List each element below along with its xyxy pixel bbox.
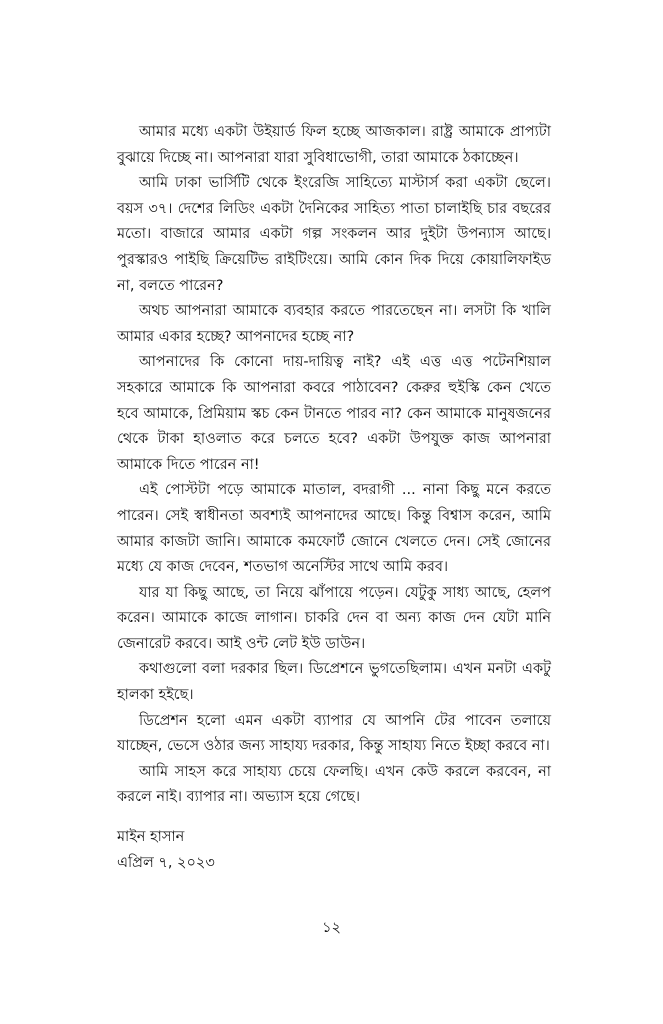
paragraph-3: অথচ আপনারা আমাকে ব্যবহার করতে পারতেছেন না। লসটা কি খালি আমার একার হচ্ছে? আপনাদের হচ্ছে না? [117,303,551,345]
paragraph-4: আপনাদের কি কোনো দায়-দায়িত্ব নাই? এই এত্ত এত্ত পটেনশিয়াল সহকারে আমাকে কি আপনারা কবরে পাঠাবেন? কেরুর হুইস্কি কেন খেতে হবে আমাকে, প্রিমিয়াম স্কচ কেন টানতে পারব না? কেন আমাকে মানুষজনের থেকে টাকা হাওলাত করে চলতে হবে? একটা উপযুক্ত কাজ আপনারা আমাকে দিতে পারেন না! [117,354,551,473]
paragraph-8: ডিপ্রেশন হলো এমন একটা ব্যাপার যে আপনি টের পাবেন তলায়ে যাচ্ছেন, ভেসে ওঠার জন্য সাহায্য দরকার, কিন্তু সাহায্য নিতে ইচ্ছা করবে না। [117,712,551,755]
paragraph-1: আমার মধ্যে একটা উইয়ার্ড ফিল হচ্ছে আজকাল। রাষ্ট্র আমাকে প্রাপ্যটা বুঝায়ে দিচ্ছে না। আপনারা যারা সুবিধাভোগী, তারা আমাকে ঠকাচ্ছেন। [117,124,551,166]
body-text [117,120,551,811]
page-number: ১২ [322,920,341,936]
signature-block [117,824,417,876]
paragraph-9: আমি সাহস করে সাহায্য চেয়ে ফেলছি। এখন কেউ করলে করবেন, না করলে নাই। ব্যাপার না। অভ্যাস হয়ে গেছে। [117,763,551,806]
paragraph-6: যার যা কিছু আছে, তা নিয়ে ঝাঁপায়ে পড়েন। যেটুকু সাধ্য আছে, হেলপ করেন। আমাকে কাজে লাগান। চাকরি দেন বা অন্য কাজ দেন যেটা মানি জেনারেট করবে। আই ওন্ট লেট ইউ ডাউন। [117,584,551,652]
author-name: মাইন হাসান [117,829,185,845]
paragraph-2: আমি ঢাকা ভার্সিটি থেকে ইংরেজি সাহিত্যে মাস্টার্স করা একটা ছেলে। বয়স ৩৭। দেশের লিডিং একটা দৈনিকের সাহিত্য পাতা চালাইছি চার বছরের মতো। বাজারে আমার একটা গল্প সংকলন আর দুইটা উপন্যাস আছে। পুরস্কারও পাইছি ক্রিয়েটিভ রাইটিংয়ে। আমি কোন দিক দিয়ে কোয়ালিফাইড না, বলতে পারেন? [117,175,551,294]
paragraph-5: এই পোস্টটা পড়ে আমাকে মাতাল, বদরাগী ... নানা কিছু মনে করতে পারেন। সেই স্বাধীনতা অবশ্যই আপনাদের আছে। কিন্তু বিশ্বাস করেন, আমি আমার কাজটা জানি। আমাকে কমফোর্ট জোনে খেলতে দেন। সেই জোনের মধ্যে যে কাজ দেবেন, শতভাগ অনেস্টির সাথে আমি করব। [117,482,551,576]
post-date: এপ্রিল ৭, ২০২৩ [117,855,215,871]
paragraph-7: কথাগুলো বলা দরকার ছিল। ডিপ্রেশনে ভুগতেছিলাম। এখন মনটা একটু হালকা হইছে। [117,661,551,704]
